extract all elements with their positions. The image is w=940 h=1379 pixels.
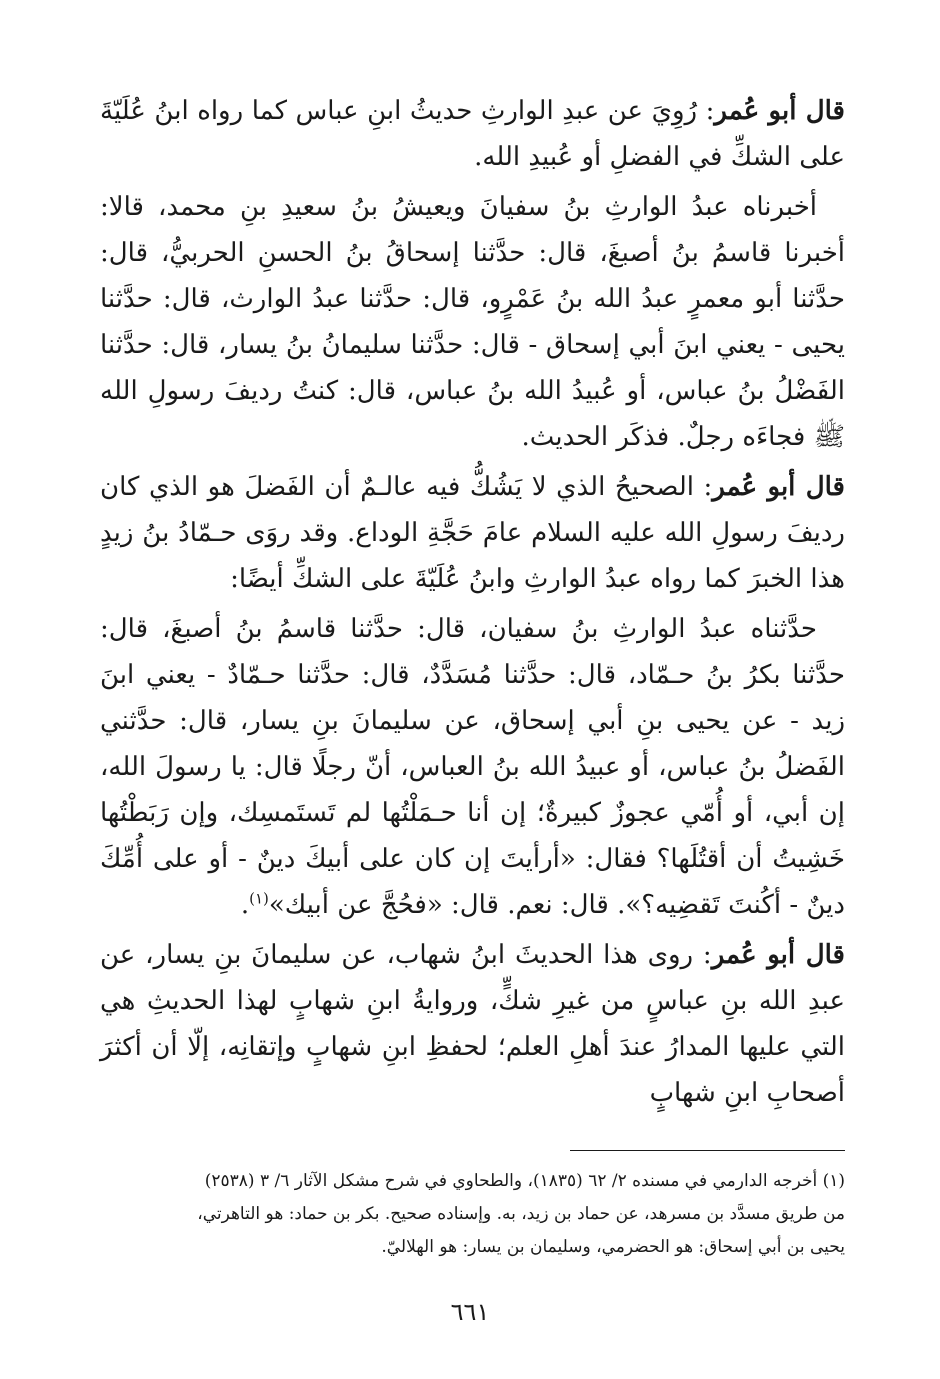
footnotes	[100, 1165, 845, 1264]
page-number: ٦٦١	[450, 1298, 490, 1326]
paragraph-5	[100, 932, 845, 1116]
footnote-line: يحيى بن أبي إسحاق: هو الحضرمي، وسليمان بن يسار: هو الهلاليّ.	[381, 1237, 845, 1257]
paragraph-text: : الصحيحُ الذي لا يَشُكُّ فيه عالـمٌ أن الفَضلَ هو الذي كان رديفَ رسولِ الله عليه السلام عامَ حَجَّةِ الوداع. وقد روَى حـمّادُ بنُ زيدٍ هذا الخبرَ كما رواه عبدُ الوارثِ وابنُ عُلَيّةَ على الشكِّ أيضًا:	[100, 472, 845, 594]
main-text	[100, 88, 845, 1116]
speaker-label: قال أبو عُمر	[711, 940, 845, 970]
paragraph-4	[100, 606, 845, 928]
footnote-reference[interactable]: (١)	[249, 889, 269, 908]
paragraph-text: أخبرناه عبدُ الوارثِ بنُ سفيانَ ويعيشُ بنُ سعيدِ بنِ محمد، قالا: أخبرنا قاسمُ بنُ أصبغَ، قال: حدَّثنا إسحاقُ بنُ الحسنِ الحربيُّ، قال: حدَّثنا أبو معمرٍ عبدُ الله بنُ عَمْرٍو، قال: حدَّثنا عبدُ الوارث، قال: حدَّثنا يحيى - يعني ابنَ أبي إسحاق - قال: حدَّثنا سليمانُ بنُ يسار، قال: حدَّثنا الفَضْلُ بنُ عباس، أو عُبيدُ الله بنُ عباس، قال: كنتُ رديفَ رسولِ الله ﷺ فجاءَه رجلٌ. فذكَر الحديث.	[100, 192, 845, 452]
footnote-line: من طريق مسدَّد بن مسرهد، عن حماد بن زيد، به. وإسناده صحيح. بكر بن حماد: هو التاهرتي،	[197, 1204, 845, 1224]
footnote-separator	[570, 1150, 845, 1151]
footnote-line: (١) أخرجه الدارمي في مسنده ٢/ ٦٢ (١٨٣٥)، والطحاوي في شرح مشكل الآثار ٦/ ٣ (٢٥٣٨)	[204, 1171, 845, 1191]
speaker-label: قال أبو عُمر	[714, 96, 845, 126]
paragraph-2	[100, 184, 845, 460]
paragraph-end-punctuation: .	[240, 890, 250, 920]
footnote-1	[100, 1165, 845, 1264]
paragraph-3	[100, 464, 845, 602]
paragraph-1	[100, 88, 845, 180]
paragraph-text: حدَّثناه عبدُ الوارثِ بنُ سفيان، قال: حدَّثنا قاسمُ بنُ أصبغَ، قال: حدَّثنا بكرُ بنُ حـمّاد، قال: حدَّثنا مُسَدَّدٌ، قال: حدَّثنا حـمّادٌ - يعني ابنَ زيد - عن يحيى بنِ أبي إسحاق، عن سليمانَ بنِ يسار، قال: حدَّثني الفَضلُ بنُ عباس، أو عبيدُ الله بنُ العباس، أنّ رجلًا قال: يا رسولَ الله، إن أبي، أو أُمّي عجوزٌ كبيرةٌ؛ إن أنا حـمَلْتُها لم تَستَمسِك، وإن رَبَطْتُها خَشِيتُ أن أقتُلَها؟ فقال: «أرأيتَ إن كان على أبيكَ دينٌ - أو على أُمِّكَ دينٌ - أكُنتَ تَقضِيه؟». قال: نعم. قال: «فحُجَّ عن أبيك»	[100, 614, 845, 920]
book-page	[100, 88, 845, 1264]
paragraph-text: : رُوِيَ عن عبدِ الوارثِ حديثُ ابنِ عباس كما رواه ابنُ عُلَيّةَ على الشكِّ في الفضلِ أو عُبيدِ الله.	[100, 96, 845, 172]
paragraph-text: : روى هذا الحديثَ ابنُ شهاب، عن سليمانَ بنِ يسار، عن عبدِ الله بنِ عباسٍ من غيرِ شكٍّ، وروايةُ ابنِ شهابٍ لهذا الحديثِ هي التي عليها المدارُ عندَ أهلِ العلم؛ لحفظِ ابنِ شهابٍ وإتقانِه، إلّا أن أكثرَ أصحابِ ابنِ شهابٍ	[100, 940, 845, 1108]
speaker-label: قال أبو عُمر	[712, 472, 845, 502]
